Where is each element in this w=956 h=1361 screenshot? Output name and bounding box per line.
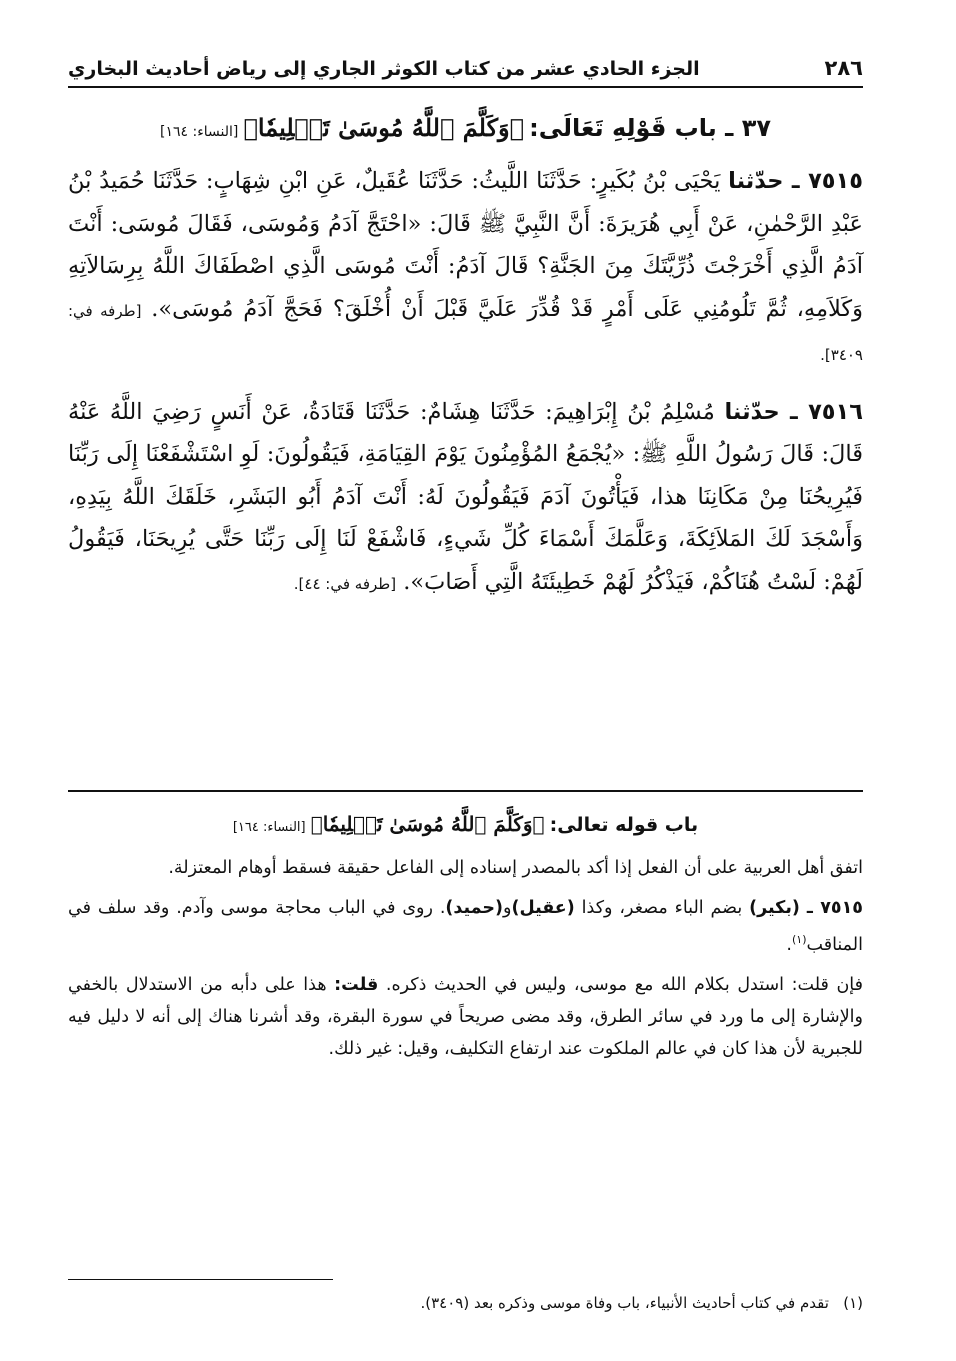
commentary-paragraph-1: اتفق أهل العربية على أن الفعل إذا أكد بالمصدر إسناده إلى الفاعل حقيقة فسقط أوهام المعتزلة. [168,858,863,878]
page-number: ٢٨٦ [824,56,863,80]
running-header [68,52,863,88]
commentary-section [68,804,863,1065]
footnote-number: (١) [843,1294,863,1312]
section-title [68,108,863,148]
commentary-title [68,804,863,844]
hadith-ref: [طرفه في: ٤٤]. [293,574,397,593]
hadith-lead: ٧٥١٥ ـ حدّثنا [728,168,863,194]
footnote-text: تقدم في كتاب أحاديث الأنبياء، باب وفاة موسى وذكره بعد (٣٤٠٩). [420,1294,829,1312]
hadith-7515 [68,160,863,377]
section-title-text: ٣٧ ـ باب قَوْلِهِ تَعَالَى: [529,114,771,142]
footnote-rule [68,1279,333,1280]
hadith-lead: ٧٥١٦ ـ حدّثنا [724,398,864,425]
section-verse-ref: [النساء: ١٦٤] [160,124,239,140]
section-verse: ﴿وَكَلَّمَ ٱللَّهُ مُوسَىٰ تَكۡلِيمٗا﴾ [243,113,525,142]
commentary-text: . [786,934,792,955]
commentary-verse-ref: [النساء: ١٦٤] [232,820,306,835]
hadith-7516 [68,391,863,606]
commentary-divider [68,790,863,792]
footnote [68,1288,863,1318]
keyword-humayd: (حميد) [445,898,503,918]
keyword-bukayr: (بكير) [749,898,800,918]
keyword-qultu: قلت: [334,974,379,995]
commentary-text: بضم الباء مصغر، وكذا [581,898,743,918]
commentary-text: . روى في الباب محاجة موسى وآدم. وقد سلف في المناقب [68,898,863,955]
commentary-paragraph-2 [68,892,863,961]
hadith-ref: [طرفه في: ٣٤٠٩]. [68,301,863,364]
book-page [68,52,864,1312]
footnote-marker[interactable]: (١) [792,933,807,946]
commentary-text: هذا على دأبه من الاستدلال بالخفي والإشارة إلى ما ورد في سائر الطرق، وقد مضى صريحاً في سورة البقرة، وقد أشرنا هناك إلى أنه لا دليل فيه للجبرية لأن هذا كان في عالم الملكوت عند ارتفاع التكليف، وقيل: غير ذلك. [68,974,863,1059]
keyword-uqayl: (عقيل) [511,898,575,918]
commentary-verse: ﴿وَكَلَّمَ ٱللَّهُ مُوسَىٰ تَكۡلِيمٗا﴾ [310,812,545,836]
hadith-text: مُسْلِمُ بْنُ إِبْرَاهِيمَ: حَدَّثَنَا هِشَامٌ: حَدَّثَنَا قَتَادَةُ، عَنْ أَنَسٍ رَضِيَ اللَّهُ عَنْهُ قَالَ: قَالَ رَسُولُ اللَّهِ ﷺ: «يُجْمَعُ المُؤْمِنُونَ يَوْمَ القِيَامَةِ، فَيَقُولُونَ: لَوِ اسْتَشْفَعْنَا إِلَى رَبِّنَا فَيُرِيحُنَا مِنْ مَكَانِنَا هذا، فَيَأْتُونَ آدَمَ فَيَقُولُونَ لَهُ: أَنْتَ آدَمُ أَبُو البَشَرِ، خَلَقَكَ اللَّهُ بِيَدِهِ، وَأَسْجَدَ لَكَ المَلاَئِكَةَ، وَعَلَّمَكَ أَسْمَاءَ كُلِّ شَيءٍ، فَاشْفَعْ لَنَا إِلَى رَبِّنَا حَتَّى يُرِيحَنَا، فَيَقُولُ لَهُمْ: لَسْتُ هُنَاكُمْ، فَيَذْكُرُ لَهُمْ خَطِيئَتَهُ الَّتِي أَصَابَ». [68,398,863,595]
commentary-text: فإن قلت: استدل بكلام الله مع موسى، وليس في الحديث ذكره. [385,974,863,995]
commentary-text: و [503,898,512,918]
commentary-paragraph-3 [68,969,863,1065]
hadith-text: يَحْيَى بْنُ بُكَيرٍ: حَدَّثَنَا اللَّيثُ: حَدَّثَنَا عُقَيلٌ، عَنِ ابْنِ شِهَابٍ: حَدَّثَنَا حُمَيدُ بْنُ عَبْدِ الرَّحْمٰنِ، عَنْ أَبِي هُرَيرَةَ: أَنَّ النَّبِيَّ ﷺ قَالَ: «احْتَجَّ آدَمُ وَمُوسَى، فَقَالَ مُوسَى: أَنْتَ آدَمُ الَّذِي أَخْرَجْتَ ذُرِّيَّتَكَ مِنَ الجَنَّةِ؟ قَالَ آدَمُ: أَنْتَ مُوسَى الَّذِي اصْطَفَاكَ اللَّهُ بِرِسَالاَتِهِ وَكَلاَمِهِ، ثُمَّ تَلُومُنِي عَلَى أَمْرٍ قَدْ قُدِّرَ عَلَيَّ قَبْلَ أَنْ أُخْلَقَ؟ فَحَجَّ آدَمُ مُوسَى». [68,168,864,322]
commentary-title-text: باب قوله تعالى: [549,814,699,836]
hadith-number: ٧٥١٥ ـ [806,898,863,918]
running-title: الجزء الحادي عشر من كتاب الكوثر الجاري إلى رياض أحاديث البخاري [68,58,700,80]
